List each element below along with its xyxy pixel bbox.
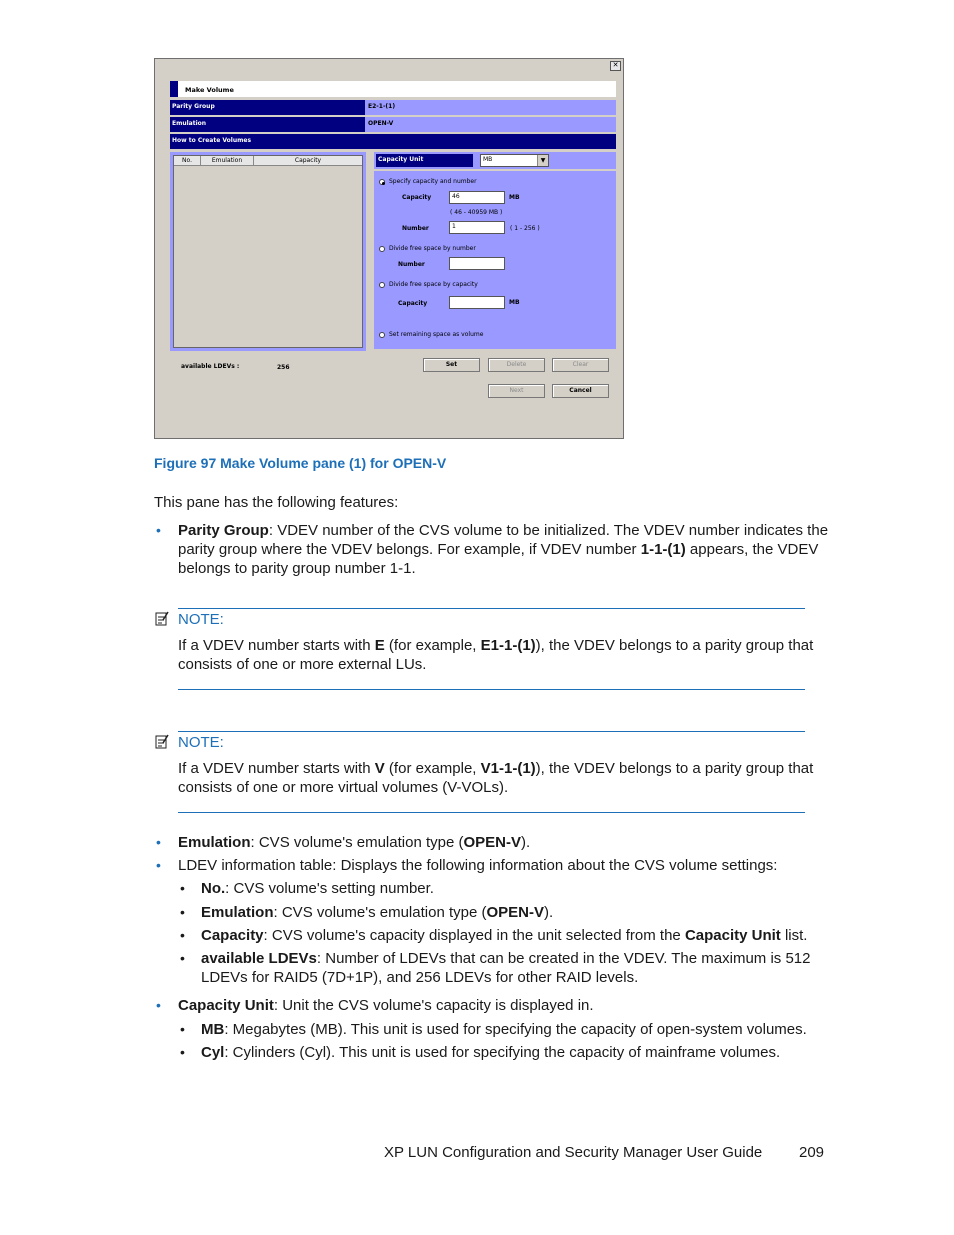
option-set-remaining-label: Set remaining space as volume bbox=[389, 331, 484, 338]
make-volume-window bbox=[154, 58, 624, 439]
sub-cap-c: list. bbox=[780, 927, 808, 944]
pane-title: Make Volume bbox=[185, 86, 234, 94]
bullet-ldev-table: LDEV information table: Displays the following information about the CVS volume settings: bbox=[178, 857, 778, 874]
sub-no bbox=[201, 879, 434, 898]
note2-c: (for example, bbox=[384, 760, 481, 777]
sub-cap-a: : CVS volume's capacity displayed in the unit selected from the bbox=[263, 927, 685, 944]
sub-avail-line2: LDEVs for RAID5 (7D+1P), and 256 LDEVs for other RAID levels. bbox=[201, 969, 639, 986]
capacity-mb-unit: MB bbox=[509, 194, 520, 201]
bullet-marker: • bbox=[156, 834, 161, 850]
available-ldevs-label: available LDEVs : bbox=[181, 363, 240, 370]
col-capacity[interactable]: Capacity bbox=[294, 157, 322, 164]
emulation-a: : CVS volume's emulation type ( bbox=[250, 834, 464, 851]
divide-capacity-mb-unit: MB bbox=[509, 299, 520, 306]
note1-e: ), the VDEV belongs to a parity group that bbox=[535, 637, 814, 654]
option-divide-capacity-label: Divide free space by capacity bbox=[389, 281, 478, 288]
term-mb: MB bbox=[201, 1021, 225, 1038]
parity-line2a: parity group where the VDEV belongs. For example, if VDEV number bbox=[178, 541, 641, 558]
sub-emulation bbox=[201, 903, 553, 922]
note-icon bbox=[155, 611, 169, 626]
term-capacity: Capacity bbox=[201, 927, 264, 944]
term-no: No. bbox=[201, 880, 226, 897]
bullet-marker: • bbox=[156, 857, 161, 873]
sub-emul-c: ). bbox=[543, 904, 554, 921]
note2-a: If a VDEV number starts with bbox=[178, 760, 375, 777]
parity-group-label: Parity Group bbox=[170, 100, 365, 115]
sub-bullet-marker: • bbox=[180, 1044, 185, 1060]
bullet-emulation bbox=[178, 833, 530, 852]
sub-bullet-marker: • bbox=[180, 950, 185, 966]
sub-cyl-text: : Cylinders (Cyl). This unit is used for specifying the capacity of mainframe volumes. bbox=[224, 1044, 781, 1061]
term-parity-group: Parity Group bbox=[178, 522, 269, 539]
note1-top-rule bbox=[178, 608, 805, 609]
divide-capacity-label: Capacity bbox=[398, 300, 428, 307]
col-no[interactable]: No. bbox=[174, 156, 201, 165]
note1-d: E1-1-(1) bbox=[480, 637, 536, 654]
ldev-table-header bbox=[174, 156, 362, 166]
ldev-table[interactable] bbox=[173, 155, 363, 348]
note1-line2: consists of one or more external LUs. bbox=[178, 656, 427, 673]
parity-line3: belongs to parity group number 1-1. bbox=[178, 560, 416, 577]
term-sub-emulation: Emulation bbox=[201, 904, 274, 921]
bullet-marker: • bbox=[156, 997, 161, 1013]
sub-no-text: : CVS volume's setting number. bbox=[225, 880, 434, 897]
capacity-input[interactable]: 46 bbox=[449, 191, 505, 204]
term-available-ldevs: available LDEVs bbox=[201, 950, 317, 967]
parity-line1: : VDEV number of the CVS volume to be initialized. The VDEV number indicates the bbox=[268, 522, 829, 539]
term-cyl: Cyl bbox=[201, 1044, 225, 1061]
capacity-unit-label: Capacity Unit bbox=[376, 154, 473, 167]
sub-mb-text: : Megabytes (MB). This unit is used for specifying the capacity of open-system volumes. bbox=[224, 1021, 807, 1038]
bullet-capacity-unit bbox=[178, 996, 594, 1015]
bullet-parity-group bbox=[178, 521, 838, 578]
sub-bullet-marker: • bbox=[180, 1021, 185, 1037]
page-number: 209 bbox=[799, 1144, 825, 1161]
sub-emul-b: OPEN-V bbox=[486, 904, 544, 921]
term-capacity-unit: Capacity Unit bbox=[178, 997, 274, 1014]
pane-title-bar bbox=[170, 81, 616, 97]
figure-caption: Figure 97 Make Volume pane (1) for OPEN-V bbox=[154, 455, 447, 471]
option-divide-number-label: Divide free space by number bbox=[389, 245, 476, 252]
radio-specify-capacity[interactable] bbox=[379, 179, 385, 185]
sub-cap-b: Capacity Unit bbox=[684, 927, 781, 944]
term-emulation: Emulation bbox=[178, 834, 251, 851]
note1-label: NOTE: bbox=[178, 611, 224, 628]
emulation-label: Emulation bbox=[170, 117, 365, 132]
divide-number-label: Number bbox=[398, 261, 425, 268]
note1-c: (for example, bbox=[384, 637, 481, 654]
number-input[interactable]: 1 bbox=[449, 221, 505, 234]
sub-cyl bbox=[201, 1043, 780, 1062]
note2-line2: consists of one or more virtual volumes (V-VOLs). bbox=[178, 779, 509, 796]
capacity-range: ( 46 - 40959 MB ) bbox=[450, 209, 503, 216]
note2-label: NOTE: bbox=[178, 734, 224, 751]
set-button[interactable]: Set bbox=[423, 358, 480, 372]
next-button[interactable]: Next bbox=[488, 384, 545, 398]
parity-example: 1-1-(1) bbox=[640, 541, 686, 558]
emulation-value: OPEN-V bbox=[365, 117, 616, 132]
divide-capacity-input[interactable] bbox=[449, 296, 505, 309]
capacity-unit-value: MB bbox=[483, 156, 493, 163]
parity-group-value: E2-1-(1) bbox=[365, 100, 616, 115]
note2-e: ), the VDEV belongs to a parity group that bbox=[535, 760, 814, 777]
options-panel bbox=[374, 171, 616, 349]
dropdown-arrow-icon[interactable]: ▼ bbox=[537, 155, 548, 166]
note-icon bbox=[155, 734, 169, 749]
radio-divide-by-number[interactable] bbox=[379, 246, 385, 252]
sub-available-ldevs bbox=[201, 949, 821, 987]
cancel-button[interactable]: Cancel bbox=[552, 384, 609, 398]
col-emulation[interactable]: Emulation bbox=[201, 156, 254, 165]
note1-a: If a VDEV number starts with bbox=[178, 637, 375, 654]
sub-bullet-marker: • bbox=[180, 904, 185, 920]
emulation-b: OPEN-V bbox=[463, 834, 521, 851]
sub-capacity bbox=[201, 926, 807, 945]
radio-set-remaining[interactable] bbox=[379, 332, 385, 338]
sub-bullet-marker: • bbox=[180, 927, 185, 943]
sub-bullet-marker: • bbox=[180, 880, 185, 896]
note2-b: V bbox=[374, 760, 385, 777]
title-accent bbox=[170, 81, 178, 97]
emulation-c: ). bbox=[520, 834, 531, 851]
capacity-label: Capacity bbox=[402, 194, 432, 201]
sub-mb bbox=[201, 1020, 807, 1039]
clear-button[interactable]: Clear bbox=[552, 358, 609, 372]
capunit-text: : Unit the CVS volume's capacity is displayed in. bbox=[273, 997, 594, 1014]
capacity-unit-select[interactable] bbox=[480, 154, 549, 167]
parity-line2c: appears, the VDEV bbox=[685, 541, 819, 558]
intro-text: This pane has the following features: bbox=[154, 494, 399, 511]
note1-b: E bbox=[374, 637, 385, 654]
how-to-create-header: How to Create Volumes bbox=[170, 134, 616, 149]
sub-emul-a: : CVS volume's emulation type ( bbox=[273, 904, 487, 921]
note1-bottom-rule bbox=[178, 689, 805, 690]
note2-bottom-rule bbox=[178, 812, 805, 813]
radio-divide-by-capacity[interactable] bbox=[379, 282, 385, 288]
bullet-marker: • bbox=[156, 522, 161, 538]
footer-title: XP LUN Configuration and Security Manager User Guide bbox=[384, 1144, 763, 1161]
sub-avail-line1: : Number of LDEVs that can be created in the VDEV. The maximum is 512 bbox=[316, 950, 811, 967]
option-specify-label: Specify capacity and number bbox=[389, 178, 477, 185]
ldev-table-frame bbox=[170, 152, 366, 351]
number-range: ( 1 - 256 ) bbox=[510, 225, 540, 232]
delete-button[interactable]: Delete bbox=[488, 358, 545, 372]
note2-text bbox=[178, 759, 818, 797]
close-icon[interactable]: ✕ bbox=[610, 61, 621, 71]
number-label: Number bbox=[402, 225, 429, 232]
divide-number-input[interactable] bbox=[449, 257, 505, 270]
available-ldevs-value: 256 bbox=[277, 364, 290, 371]
note2-top-rule bbox=[178, 731, 805, 732]
note1-text bbox=[178, 636, 818, 674]
note2-d: V1-1-(1) bbox=[480, 760, 536, 777]
